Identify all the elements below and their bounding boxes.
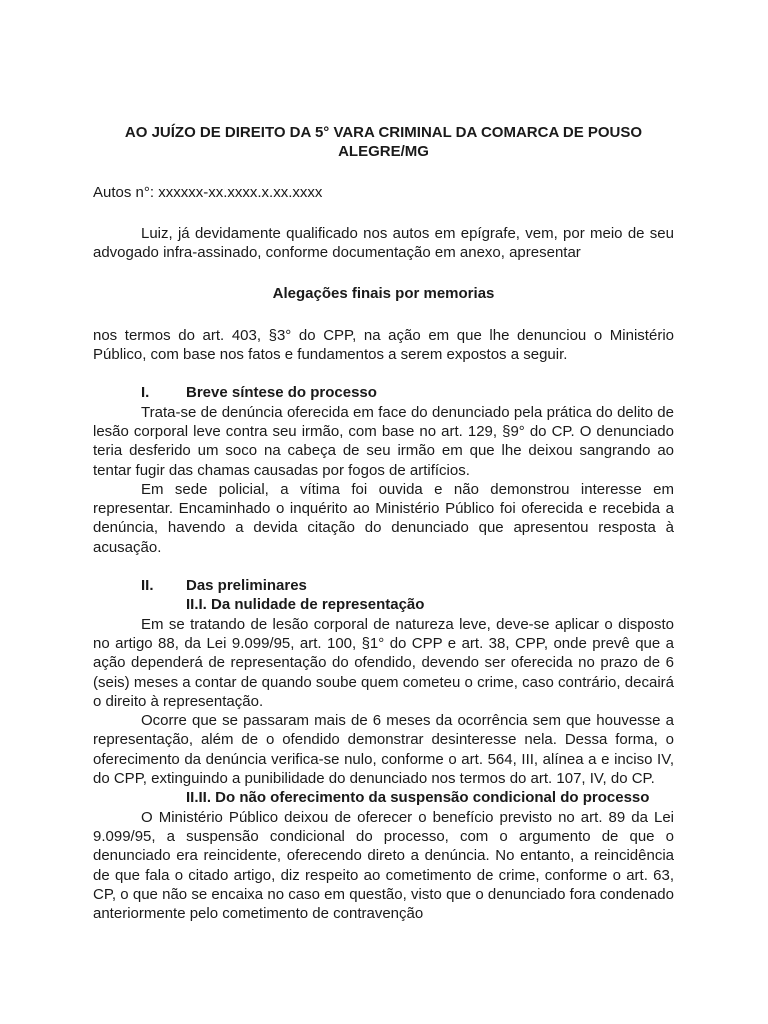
intro-paragraph: Luiz, já devidamente qualificado nos autos em epígrafe, vem, por meio de seu advogado infra-assinado, conforme documentação em anexo, apresentar <box>93 224 674 262</box>
section-heading <box>93 383 674 402</box>
document-subtitle: Alegações finais por memorias <box>272 285 495 303</box>
subsection-heading: II.I. Da nulidade de representação <box>186 596 425 614</box>
document-title: AO JUÍZO DE DIREITO DA 5° VARA CRIMINAL DA COMARCA DE POUSO ALEGRE/MG <box>124 124 643 161</box>
case-number: Autos n°: xxxxxx-xx.xxxx.x.xx.xxxx <box>93 183 323 201</box>
section-title: Breve síntese do processo <box>186 384 377 402</box>
section-1 <box>93 383 674 557</box>
section-number: II. <box>141 577 154 595</box>
subsection-heading: II.II. Do não oferecimento da suspensão condicional do processo <box>186 789 650 807</box>
document-page <box>93 123 674 923</box>
section-2 <box>93 576 674 923</box>
body-paragraph: Ocorre que se passaram mais de 6 meses da ocorrência sem que houvesse a representação, além de o ofendido demonstrar desinteresse nela. Dessa forma, o oferecimento da denúncia verifica-se nulo, conforme o art. 564, III, alínea a e inciso IV, do CPP, extinguindo a punibilidade do denunciado nos termos do art. 107, IV, do CP. <box>93 712 674 788</box>
body-paragraph: Trata-se de denúncia oferecida em face do denunciado pela prática do delito de lesão corporal leve contra seu irmão, com base no art. 129, §9° do CP. O denunciado teria desferido um soco na cabeça de seu irmão em que lhe deixou sangrando ao tentar fugir das chamas causadas por fogos de artifícios. <box>93 403 674 479</box>
section-heading <box>93 576 674 595</box>
body-paragraph: Em se tratando de lesão corporal de natureza leve, deve-se aplicar o disposto no artigo 88, da Lei 9.099/95, art. 100, §1° do CPP e art. 38, CPP, onde prevê que a ação dependerá de representação do ofendido, devendo ser oferecida no prazo de 6 (seis) meses a contar de quando soube quem cometeu o crime, caso contrário, decairá o direito à representação. <box>93 615 674 710</box>
intro-continued-paragraph: nos termos do art. 403, §3° do CPP, na ação em que lhe denunciou o Ministério Público, com base nos fatos e fundamentos a serem expostos a seguir. <box>93 326 674 364</box>
section-number: I. <box>141 384 150 402</box>
section-title: Das preliminares <box>186 577 307 595</box>
body-paragraph: Em sede policial, a vítima foi ouvida e não demonstrou interesse em representar. Encaminhado o inquérito ao Ministério Público foi oferecida e recebida a denúncia, havendo a devida citação do denunciado que apresentou resposta à acusação. <box>93 480 674 556</box>
body-paragraph: O Ministério Público deixou de oferecer o benefício previsto no art. 89 da Lei 9.099/95, a suspensão condicional do processo, com o argumento de que o denunciado era reincidente, oferecendo direto a denúncia. No entanto, a reincidência de que fala o citado artigo, diz respeito ao cometimento de crime, conforme o art. 63, CP, o que não se encaixa no caso em questão, visto que o denunciado fora condenado anteriormente pelo cometimento de contravenção <box>93 808 674 923</box>
